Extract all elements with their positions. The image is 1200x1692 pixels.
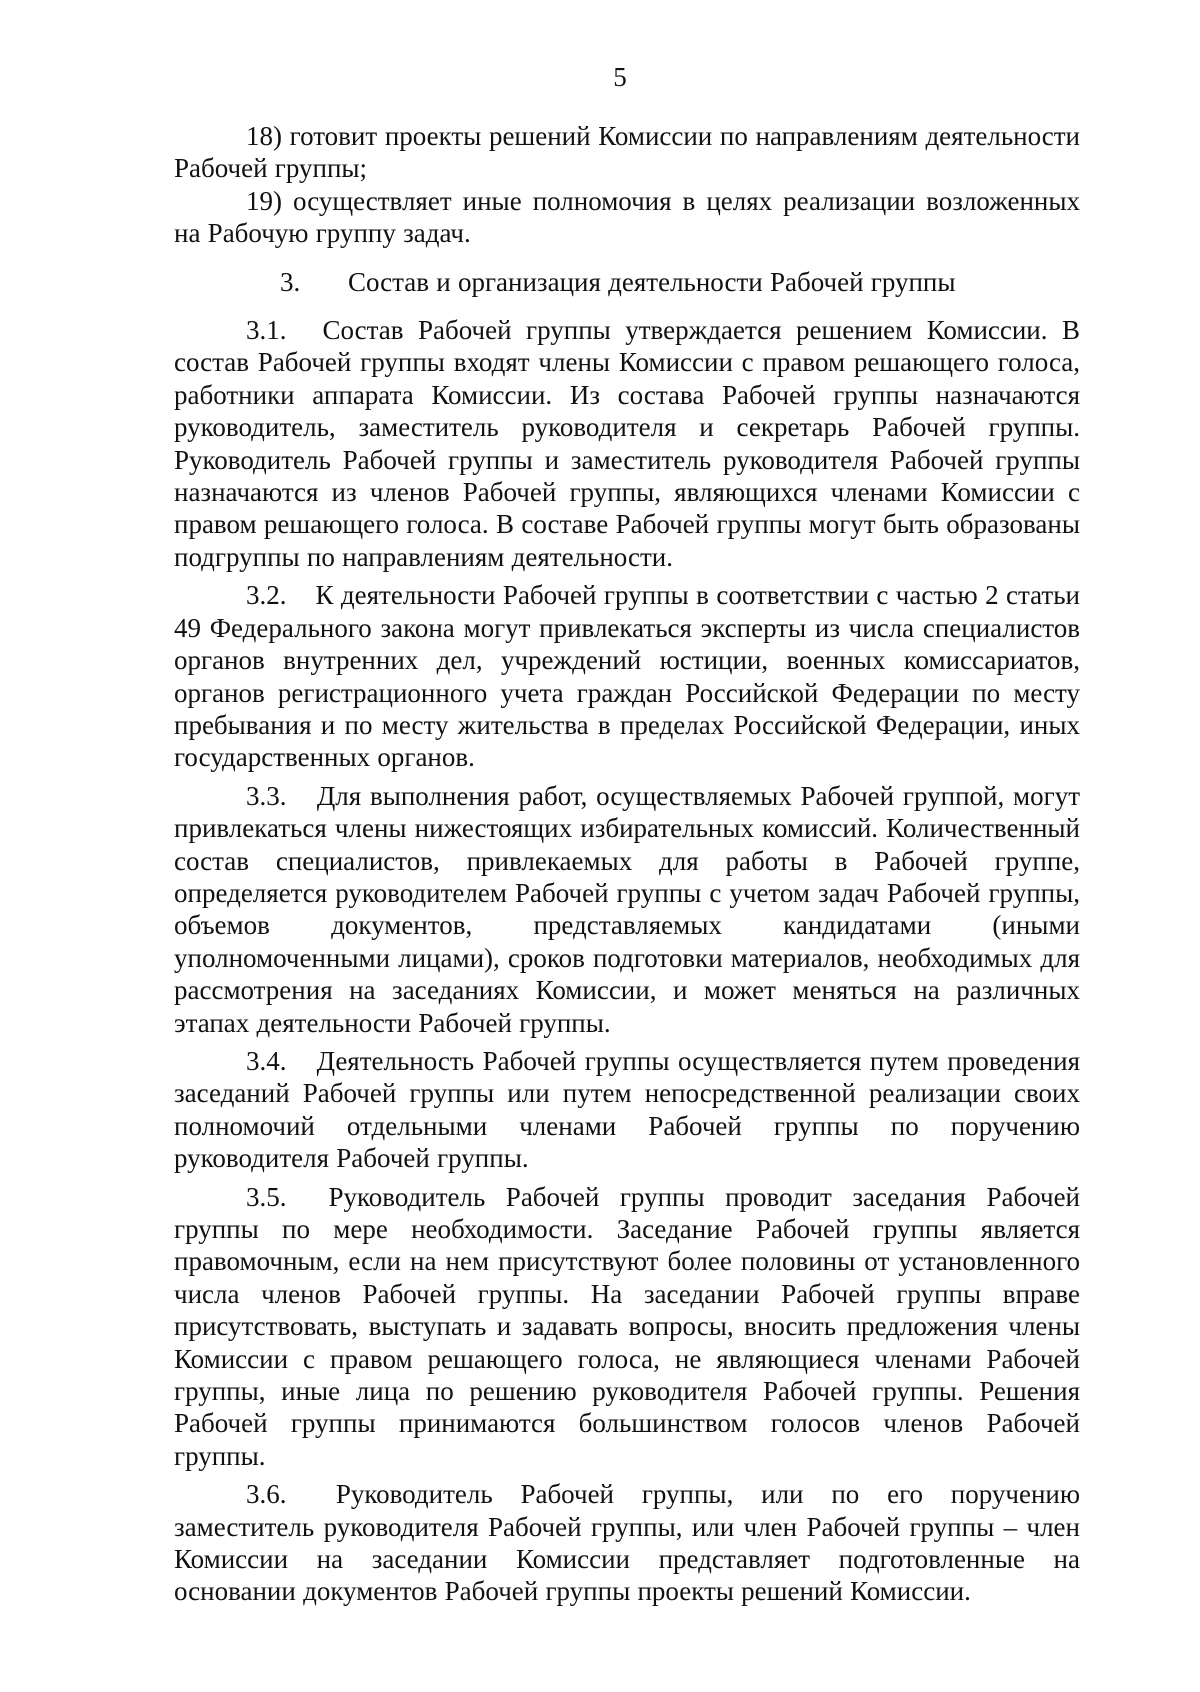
list-item-18 [174,120,1080,185]
clause-number: 3.5. [246,1181,287,1212]
clause-number: 3.1. [246,315,287,346]
clause-3-2 [174,579,1080,773]
clause-text: Для выполнения работ, осуществляемых Рабочей группой, могут привлекаться члены нижестоящих избирательных комиссий. Количественный состав специалистов, привлекаемых для работы в Рабочей группе, определяется руководителем Рабочей группы с учетом задач Рабочей группы, объемов документов, представляемых кандидатами (иными уполномоченными лицами), сроков подготовки материалов, необходимых для рассмотрения на заседаниях Комиссии, и может меняться на различных этапах деятельности Рабочей группы. [174,780,1080,1038]
clause-3-1 [174,314,1080,573]
clause-number: 3.4. [246,1045,287,1076]
clause-3-4 [174,1045,1080,1175]
list-item-text: готовит проекты решений Комиссии по направлениям деятельности Рабочей группы; [174,121,1081,184]
section-heading [174,266,1080,298]
section-title: Состав и организация деятельности Рабочей группы [348,266,956,297]
clause-number: 3.2. [246,580,287,611]
clause-text: К деятельности Рабочей группы в соответствии с частью 2 статьи 49 Федерального закона могут привлекаться эксперты из числа специалистов органов внутренних дел, учреждений юстиции, военных комиссариатов, органов регистрационного учета граждан Российской Федерации по месту пребывания и по месту жительства в пределах Российской Федерации, иных государственных органов. [174,580,1080,773]
section-number: 3. [280,266,301,297]
clause-text: Руководитель Рабочей группы, или по его поручению заместитель руководителя Рабочей группы, или член Рабочей группы – член Комиссии на заседании Комиссии представляет подготовленные на основании документов Рабочей группы проекты решений Комиссии. [174,1479,1081,1607]
list-item-text: осуществляет иные полномочия в целях реализации возложенных на Рабочую группу задач. [174,185,1081,249]
clause-3-5 [174,1181,1080,1473]
page-number: 5 [613,62,627,92]
clause-number: 3.6. [246,1479,287,1510]
document-body [174,120,1080,1608]
clause-text: Деятельность Рабочей группы осуществляется путем проведения заседаний Рабочей группы или путем непосредственной реализации своих полномочий отдельными членами Рабочей группы по поручению руководителя Рабочей группы. [174,1045,1081,1174]
list-item-number: 18) [246,121,282,151]
list-item-19 [174,185,1080,250]
list-item-number: 19) [246,185,282,216]
clause-3-3 [174,780,1080,1039]
clause-3-6 [174,1478,1080,1608]
clause-text: Руководитель Рабочей группы проводит заседания Рабочей группы по мере необходимости. Заседание Рабочей группы является правомочным, если на нем присутствуют более половины от установленного числа членов Рабочей группы. На заседании Рабочей группы вправе присутствовать, выступать и задавать вопросы, вносить предложения члены Комиссии с правом решающего голоса, не являющиеся членами Рабочей группы, иные лица по решению руководителя Рабочей группы. Решения Рабочей группы принимаются большинством голосов членов Рабочей группы. [174,1181,1081,1471]
clause-number: 3.3. [246,780,287,811]
clause-text: Состав Рабочей группы утверждается решением Комиссии. В состав Рабочей группы входят члены Комиссии с правом решающего голоса, работники аппарата Комиссии. Из состава Рабочей группы назначаются руководитель, заместитель руководителя и секретарь Рабочей группы. Руководитель Рабочей группы и заместитель руководителя Рабочей группы назначаются из членов Рабочей группы, являющихся членами Комиссии с правом решающего голоса. В составе Рабочей группы могут быть образованы подгруппы по направлениям деятельности. [174,315,1081,572]
